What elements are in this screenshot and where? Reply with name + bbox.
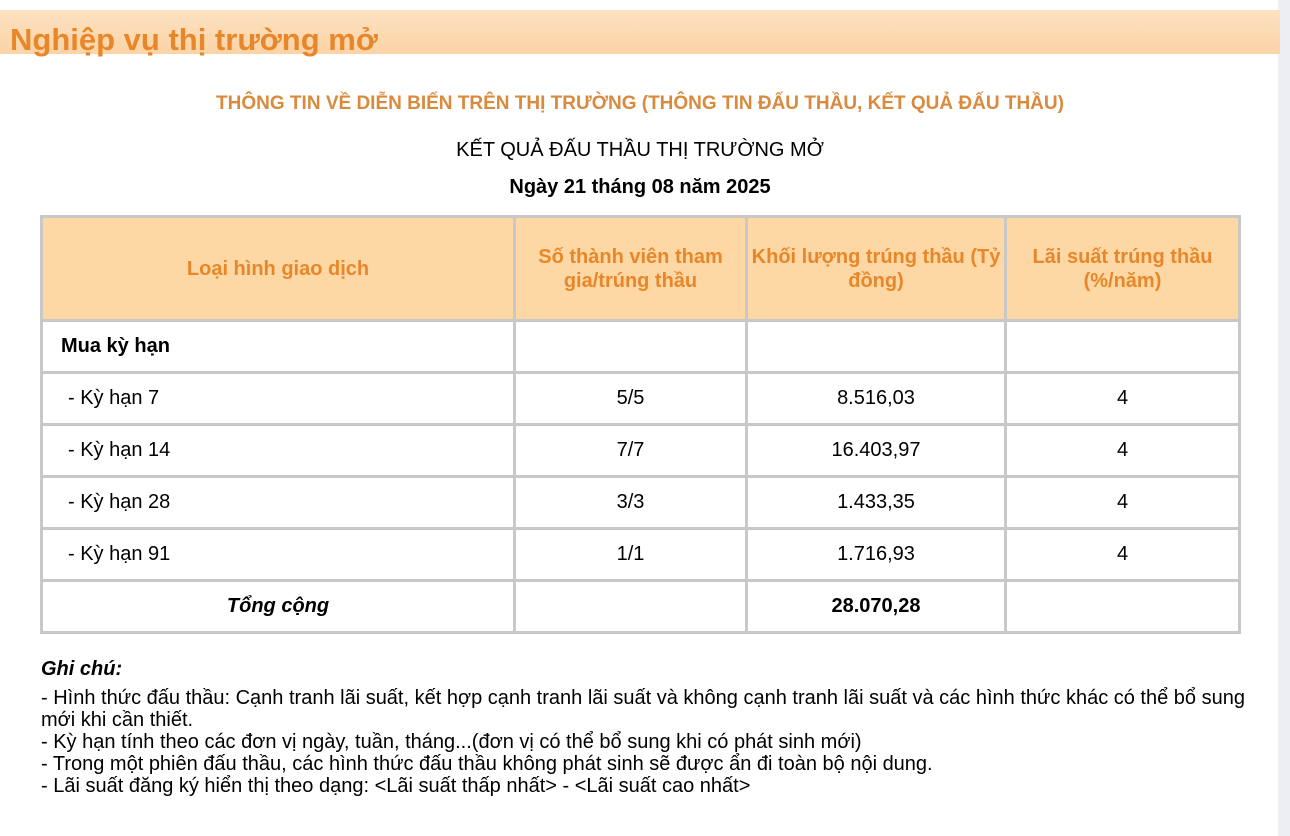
row-members: 1/1 [515, 529, 747, 581]
header-members: Số thành viên tham gia/trúng thầu [515, 217, 747, 321]
header-volume: Khối lượng trúng thầu (Tỷ đồng) [747, 217, 1006, 321]
group-rate-cell [1006, 321, 1240, 373]
notes-heading: Ghi chú: [41, 658, 123, 680]
header-transaction-type: Loại hình giao dịch [42, 217, 515, 321]
note-item: - Kỳ hạn tính theo các đơn vị ngày, tuần, tháng...(đơn vị có thể bổ sung khi có phát sinh mới) [41, 731, 862, 753]
row-volume: 1.433,35 [747, 477, 1006, 529]
row-type: - Kỳ hạn 28 [42, 477, 515, 529]
total-label: Tổng cộng [42, 581, 515, 633]
table-row [42, 529, 1240, 581]
row-rate: 4 [1006, 529, 1240, 581]
row-rate: 4 [1006, 477, 1240, 529]
row-members: 7/7 [515, 425, 747, 477]
row-type: - Kỳ hạn 91 [42, 529, 515, 581]
page-title: Nghiệp vụ thị trường mở [10, 22, 378, 57]
row-members: 5/5 [515, 373, 747, 425]
table-row [42, 425, 1240, 477]
total-rate-cell [1006, 581, 1240, 633]
page-right-edge [1278, 0, 1290, 836]
table-header-row [42, 217, 1240, 321]
row-type: - Kỳ hạn 14 [42, 425, 515, 477]
row-type: - Kỳ hạn 7 [42, 373, 515, 425]
results-table [40, 215, 1241, 634]
total-volume: 28.070,28 [747, 581, 1006, 633]
group-label: Mua kỳ hạn [42, 321, 515, 373]
header-rate: Lãi suất trúng thầu (%/năm) [1006, 217, 1240, 321]
note-item: - Hình thức đấu thầu: Cạnh tranh lãi suất, kết hợp cạnh tranh lãi suất và không cạnh tranh lãi suất và các hình thức khác có thể bổ sung mới khi cần thiết. [41, 687, 1245, 731]
section-subtitle: THÔNG TIN VỀ DIỄN BIẾN TRÊN THỊ TRƯỜNG (THÔNG TIN ĐẤU THẦU, KẾT QUẢ ĐẤU THẦU) [216, 93, 1064, 114]
note-item: - Lãi suất đăng ký hiển thị theo dạng: <Lãi suất thấp nhất> - <Lãi suất cao nhất> [41, 775, 751, 797]
row-rate: 4 [1006, 373, 1240, 425]
table-row [42, 477, 1240, 529]
row-volume: 16.403,97 [747, 425, 1006, 477]
table-total-row [42, 581, 1240, 633]
row-members: 3/3 [515, 477, 747, 529]
report-date: Ngày 21 tháng 08 năm 2025 [509, 176, 771, 198]
group-members-cell [515, 321, 747, 373]
table-row [42, 373, 1240, 425]
report-title: KẾT QUẢ ĐẤU THẦU THỊ TRƯỜNG MỞ [456, 139, 824, 161]
notes-section [41, 657, 1251, 797]
table-group-row [42, 321, 1240, 373]
row-volume: 1.716,93 [747, 529, 1006, 581]
total-members-cell [515, 581, 747, 633]
row-rate: 4 [1006, 425, 1240, 477]
group-volume-cell [747, 321, 1006, 373]
note-item: - Trong một phiên đấu thầu, các hình thức đấu thầu không phát sinh sẽ được ẩn đi toàn bộ nội dung. [41, 753, 933, 775]
row-volume: 8.516,03 [747, 373, 1006, 425]
